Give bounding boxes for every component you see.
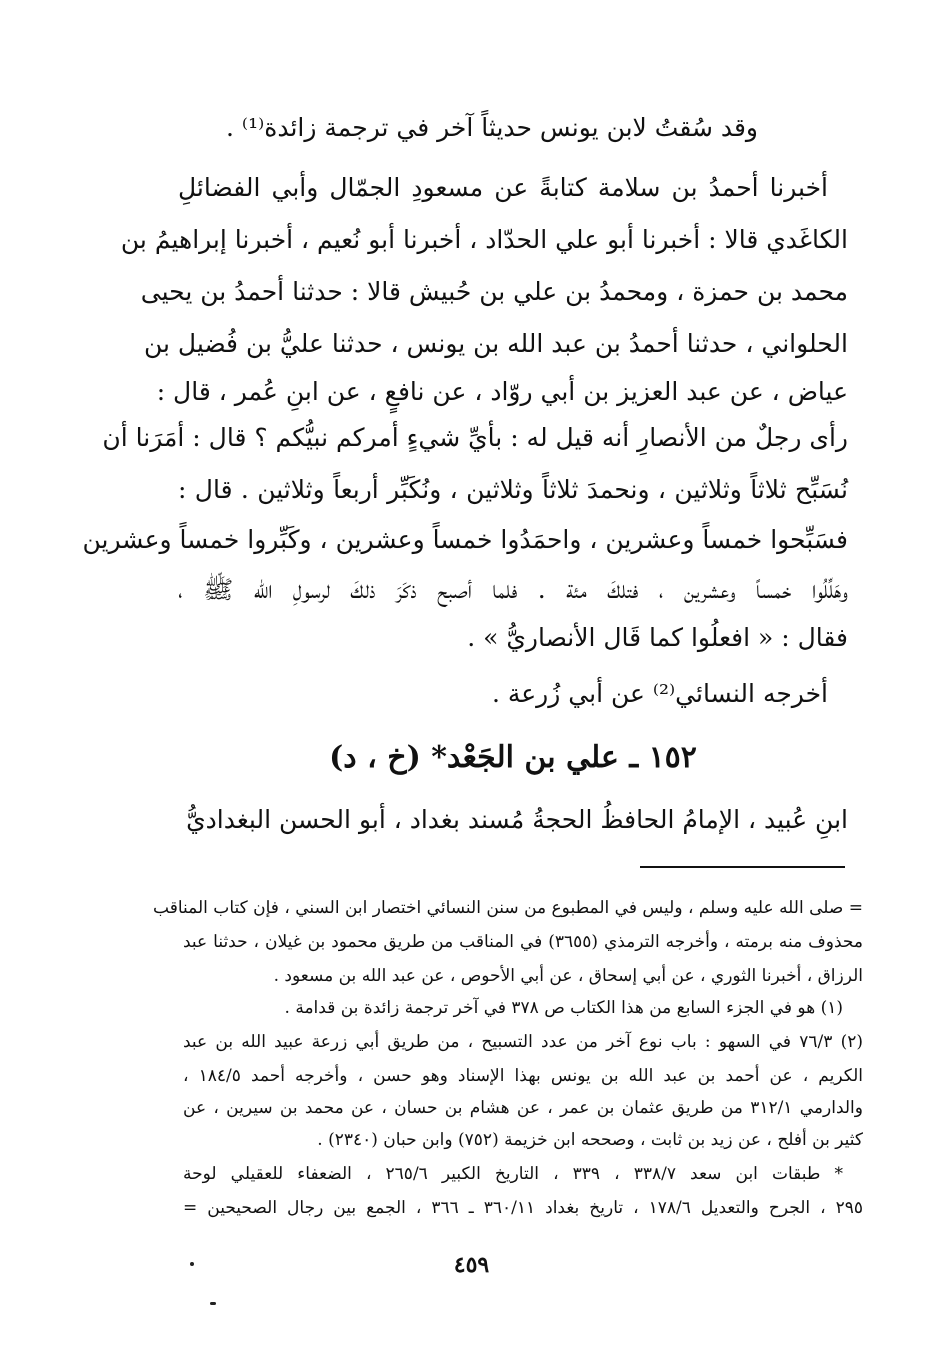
body-line: عياض ، عن عبد العزيز بن أبي روّاد ، عن نافعٍ ، عن ابنِ عُمر ، قال : — [156, 377, 848, 406]
footnote-divider — [640, 866, 845, 868]
body-line: محمد بن حمزة ، ومحمدُ بن علي بن حُبيش قالا : حدثنا أحمدُ بن يحيى — [140, 277, 848, 306]
scan-speck — [190, 1262, 194, 1266]
footnote-line: الكريم ، عن أحمد بن عبد الله بن يونس بهذا الإسناد وهو حسن ، وأخرجه أحمد ١٨٤/٥ ، — [183, 1066, 863, 1086]
footnote-line: ٢٩٥ ، الجرح والتعديل ١٧٨/٦ ، تاريخ بغداد ٣٦٠/١١ ـ ٣٦٦ ، الجمع بين رجال الصحيحين = — [183, 1198, 863, 1218]
scan-speck — [210, 1302, 216, 1305]
body-line: فسَبِّحوا خمساً وعشرين ، واحمَدُوا خمساً وعشرين ، وكَبِّروا خمساً وعشرين — [82, 525, 848, 554]
entry-subline: ابنِ عُبيد ، الإمامُ الحافظُ الحجةُ مُسند بغداد ، أبو الحسن البغداديُّ — [186, 805, 848, 834]
page-number: ٤٥٩ — [453, 1252, 490, 1278]
body-line: وهَلِّلُوا خمساً وعشرين ، فتلكَ مئة . فلما أصبح ذكَرَ ذلكَ لرسولِ الله ﷺ ، — [178, 575, 848, 604]
body-line: الكاغَدي قالا : أخبرنا أبو علي الحدّاد ، أخبرنا أبو نُعيم ، أخبرنا إبراهيمُ بن — [120, 225, 848, 254]
body-line: فقال : « افعلُوا كما قَال الأنصاريُّ » . — [467, 623, 848, 652]
body-line: نُسَبِّح ثلاثاً وثلاثين ، ونحمدَ ثلاثاً وثلاثين ، ونُكَبِّر أربعاً وثلاثين . قال : — [178, 475, 848, 504]
main-text — [82, 0, 848, 660]
footnote-line: (١) هو في الجزء السابع من هذا الكتاب ص ٣٧٨ في آخر ترجمة زائدة بن قدامة . — [284, 998, 843, 1018]
body-line: أخرجه النسائي⁽²⁾ عن أبي زُرعة . — [491, 679, 828, 708]
entry-heading: ١٥٢ ـ علي بن الجَعْد* (خ ، د) — [329, 740, 697, 775]
body-line: أخبرنا أحمدُ بن سلامة كتابةً عن مسعودِ الجمّال وأبي الفضائلِ — [178, 173, 828, 202]
footnote-line: محذوف منه برمته ، وأخرجه الترمذي (٣٦٥٥) في المناقب من طريق محمود بن غيلان ، حدثنا عبد — [183, 932, 863, 952]
footnote-line: والدارمي ٣١٢/١ من طريق عثمان بن عمر ، عن هشام بن حسان ، عن محمد بن سيرين ، عن — [183, 1098, 863, 1118]
footnote-line: كثير بن أفلح ، عن زيد بن ثابت ، وصححه ابن خزيمة (٧٥٢) وابن حبان (٢٣٤٠) . — [317, 1130, 863, 1150]
body-line: وقد سُقتُ لابن يونس حديثاً آخر في ترجمة زائدة⁽¹⁾ . — [226, 113, 758, 142]
footnote-line: الرزاق ، أخبرنا الثوري ، عن أبي إسحاق ، عن أبي الأحوص ، عن عبد الله بن مسعود . — [273, 966, 863, 986]
footnote-line: (٢) ٧٦/٣ في السهو : باب نوع آخر من عدد التسبيح ، من طريق أبي زرعة عبيد الله بن عبد — [183, 1032, 863, 1052]
body-line: الحلواني ، حدثنا أحمدُ بن عبد الله بن يونس ، حدثنا عليُّ بن فُضيل بن — [143, 329, 848, 358]
body-line: رأى رجلٌ من الأنصارِ أنه قيل له : بأيِّ شيءٍ أمركم نبيُّكم ؟ قال : أمَرَنا أن — [102, 423, 848, 452]
footnote-line: = صلى الله عليه وسلم ، وليس في المطبوع من سنن النسائي اختصار ابن السني ، فإن كتاب المناقب — [153, 898, 863, 918]
footnote-line: * طبقات ابن سعد ٣٣٨/٧ ، ٣٣٩ ، التاريخ الكبير ٢٦٥/٦ ، الضعفاء للعقيلي لوحة — [183, 1164, 843, 1184]
